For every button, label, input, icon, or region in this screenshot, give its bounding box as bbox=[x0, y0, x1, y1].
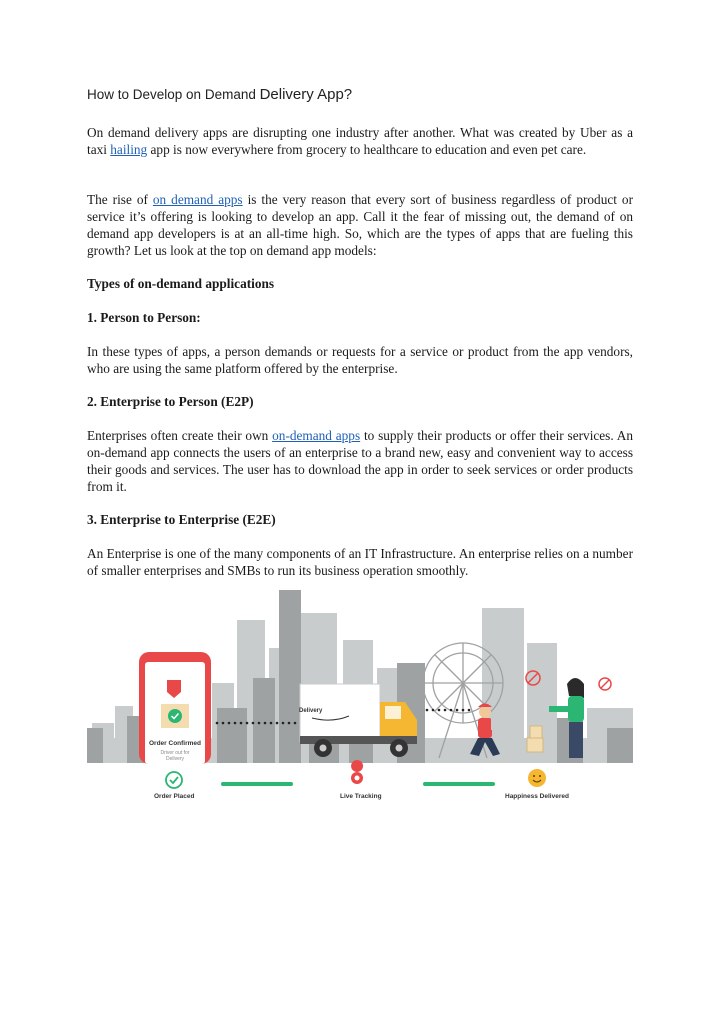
paragraph-rise bbox=[87, 191, 633, 259]
heading-enterprise-to-enterprise: 3. Enterprise to Enterprise (E2E) bbox=[87, 512, 276, 527]
heading-enterprise-to-person: 2. Enterprise to Person (E2P) bbox=[87, 394, 254, 409]
title-part-1: How to Develop on Demand bbox=[87, 87, 260, 102]
document-title bbox=[87, 86, 352, 103]
p4-text-after: to supply their products or offer their services. An on-demand app connects the users of an enterprise to a brand new, easy and convenient way to access their goods and services. The user has to download the app in order to seek services or order products from it. bbox=[87, 428, 634, 494]
link-hailing[interactable]: hailing bbox=[110, 142, 148, 157]
p1-text-after: app is now everywhere from grocery to healthcare to education and even pet care. bbox=[147, 142, 587, 157]
p2-text-after: is the very reason that every sort of business regardless of product or service it’s offering is looking to develop an app. Call it the fear of missing out, the demand of on demand app developers is at an all-time high. So, which are the types of apps that are fueling this growth? Let us look at the top on demand app models: bbox=[87, 192, 633, 258]
step-live-tracking: Live Tracking bbox=[340, 793, 382, 800]
paragraph-person-to-person: In these types of apps, a person demands or requests for a service or product from the app vendors, who are using the same platform offered by the enterprise. bbox=[87, 344, 633, 376]
step-happiness-delivered: Happiness Delivered bbox=[505, 793, 569, 800]
delivery-illustration-svg bbox=[87, 588, 633, 810]
heading-person-to-person: 1. Person to Person: bbox=[87, 310, 201, 325]
step-order-placed: Order Placed bbox=[154, 793, 195, 800]
paragraph-enterprise-to-enterprise: An Enterprise is one of the many components of an IT Infrastructure. An enterprise relies on a number of smaller enterprises and SMBs to run its business operation smoothly. bbox=[87, 546, 633, 578]
heading-types: Types of on-demand applications bbox=[87, 276, 275, 291]
phone-illustration bbox=[139, 652, 211, 764]
smiley-icon bbox=[528, 769, 546, 787]
truck-label: Delivery bbox=[299, 708, 323, 714]
title-part-2: Delivery App? bbox=[259, 86, 353, 103]
paragraph-intro bbox=[87, 124, 633, 158]
p2-text-before: The rise of bbox=[87, 192, 153, 207]
order-progress-steps bbox=[166, 760, 546, 788]
link-on-demand-apps-2[interactable]: on-demand apps bbox=[272, 428, 361, 443]
check-circle-icon bbox=[166, 772, 182, 788]
p4-text-before: Enterprises often create their own bbox=[87, 428, 273, 443]
link-on-demand-apps[interactable]: on demand apps bbox=[152, 192, 243, 207]
phone-substatus: Driver out for Delivery bbox=[160, 750, 190, 762]
paragraph-enterprise-to-person bbox=[87, 427, 633, 495]
delivery-illustration bbox=[87, 588, 633, 810]
phone-status: Order Confirmed bbox=[149, 740, 202, 747]
p1-text-before: On demand delivery apps are disrupting one industry after another. What was created by Uber as a taxi bbox=[87, 125, 633, 157]
